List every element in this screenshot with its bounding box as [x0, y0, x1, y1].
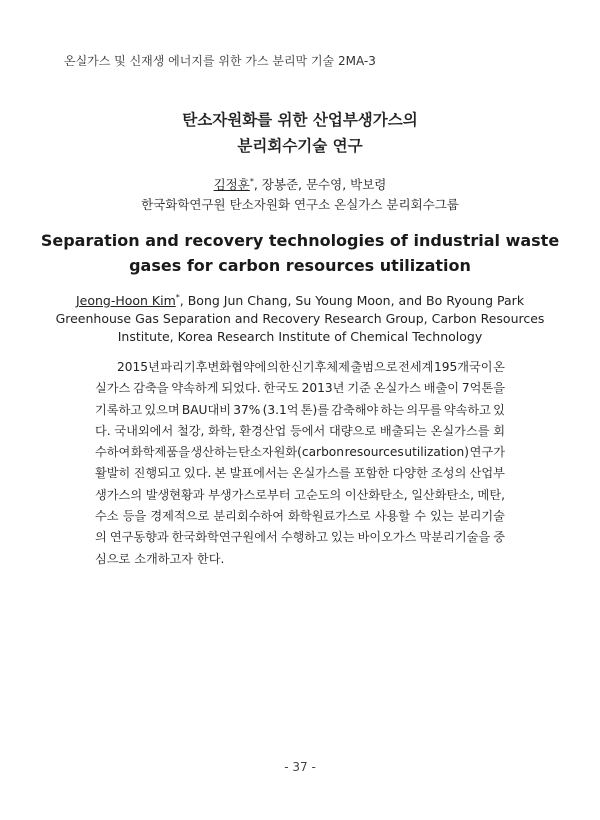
english-affiliation-line-2: Institute, Korea Research Institute of Chemical Technology [117, 329, 483, 344]
english-title-line-2: gases for carbon resources utilization [129, 256, 471, 275]
abstract-line: 실가스 감축을 약속하게 되었다. 한국도 2013년 기준 온실가스 배출이 7억톤을 [95, 381, 505, 396]
abstract-line: 생가스의 발생현황과 부생가스로부터 고순도의 이산화탄소, 일산화탄소, 메탄, [95, 487, 505, 502]
corresponding-author-ko: 김정훈 [213, 177, 250, 192]
english-authors [0, 293, 600, 308]
corresponding-author-en: Jeong-Hoon Kim [75, 293, 176, 309]
abstract-line: 2015년 파리기후변화협약에 의한 신기후체제 출범으로 전세계 195개국이 온 [117, 360, 505, 374]
running-header: 온실가스 및 신재생 에너지를 위한 가스 분리막 기술 2MA-3 [64, 54, 376, 68]
abstract-line: 수소 등을 경제적으로 분리회수하여 화학원료가스로 사용할 수 있는 분리기술 [95, 509, 505, 524]
abstract [95, 357, 505, 570]
korean-title-line-1: 탄소자원화를 위한 산업부생가스의 [182, 111, 418, 129]
abstract-line: 수하여 화학제품을 생산하는 탄소자원화(carbon resources utilization) 연구가 [95, 445, 505, 460]
corresponding-mark-ko: * [249, 176, 254, 186]
korean-title-line-2: 분리회수기술 연구 [237, 137, 363, 155]
abstract-line: 다. 국내외에서 철강, 화학, 환경산업 등에서 대량으로 배출되는 온실가스를 회 [95, 423, 505, 438]
coauthors-en: , Bong Jun Chang, Su Young Moon, and Bo Ryoung Park [179, 293, 525, 309]
abstract-line: 심으로 소개하고자 한다. [95, 551, 225, 566]
korean-affiliation: 한국화학연구원 탄소자원화 연구소 온실가스 분리회수그룹 [141, 197, 459, 212]
corresponding-mark-en: * [175, 293, 180, 302]
korean-authors [0, 175, 600, 193]
abstract-line: 활발히 진행되고 있다. 본 발표에서는 온실가스를 포함한 다양한 조성의 산업부 [95, 466, 505, 481]
coauthors-ko: , 장봉준, 문수영, 박보령 [253, 177, 387, 192]
page-number: - 37 - [284, 760, 316, 774]
abstract-line: 의 연구동향과 한국화학연구원에서 수행하고 있는 바이오가스 막분리기술을 중 [95, 530, 505, 545]
abstract-line: 기록하고 있으며 BAU대비 37% (3.1억 톤)를 감축해야 하는 의무를 약속하고 있 [95, 402, 505, 417]
english-affiliation-line-1: Greenhouse Gas Separation and Recovery Research Group, Carbon Resources [55, 311, 545, 326]
english-title-line-1: Separation and recovery technologies of industrial waste [40, 231, 560, 250]
